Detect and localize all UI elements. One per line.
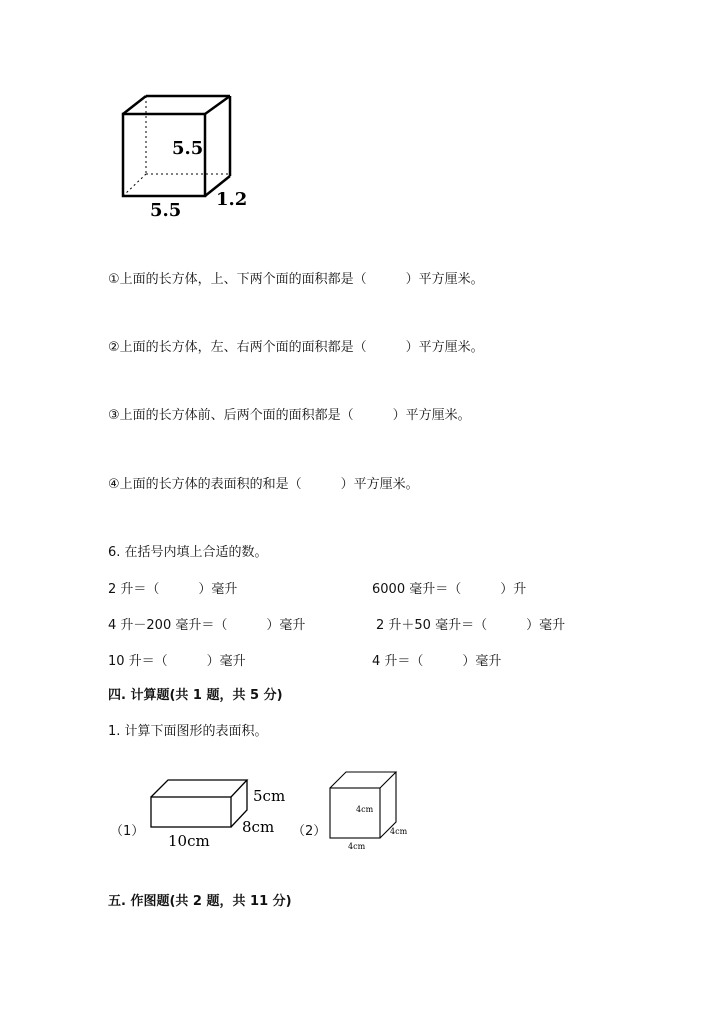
dim-bottom-label: 4cm — [348, 842, 366, 851]
section-4-title: 四. 计算题(共 1 题，共 5 分) — [108, 688, 283, 703]
length-label: 5.5 — [150, 200, 182, 221]
figure-2-label: （2） — [292, 824, 327, 839]
dim-length-label: 10cm — [168, 832, 210, 850]
fill-item: 2 升＋50 毫升＝（ ）毫升 — [376, 618, 566, 633]
fill-item: 6000 毫升＝（ ）升 — [372, 582, 527, 597]
dim-height-label: 5cm — [253, 787, 286, 805]
question-4: ④上面的长方体的表面积的和是（ ）平方厘米。 — [108, 477, 419, 492]
figure-1-label: （1） — [110, 824, 145, 839]
fill-item: 4 升＝（ ）毫升 — [372, 654, 502, 669]
problem-6-title: 6. 在括号内填上合适的数。 — [108, 545, 268, 560]
fill-item: 2 升＝（ ）毫升 — [108, 582, 238, 597]
question-2: ②上面的长方体，左、右两个面的面积都是（ ）平方厘米。 — [108, 340, 484, 355]
dim-side-label: 4cm — [390, 827, 408, 836]
problem-1-title: 1. 计算下面图形的表面积。 — [108, 724, 268, 739]
height-label: 5.5 — [172, 138, 204, 159]
width-label: 1.2 — [216, 189, 248, 210]
cuboid-figure-1 — [148, 772, 288, 852]
dim-front-label: 4cm — [356, 805, 374, 814]
cube-figure-2 — [326, 766, 416, 856]
fill-item: 4 升－200 毫升＝（ ）毫升 — [108, 618, 306, 633]
section-5-title: 五. 作图题(共 2 题，共 11 分) — [108, 894, 292, 909]
question-3: ③上面的长方体前、后两个面的面积都是（ ）平方厘米。 — [108, 408, 471, 423]
question-1: ①上面的长方体，上、下两个面的面积都是（ ）平方厘米。 — [108, 272, 484, 287]
dim-width-label: 8cm — [242, 818, 275, 836]
fill-item: 10 升＝（ ）毫升 — [108, 654, 246, 669]
cuboid-figure — [110, 88, 260, 223]
